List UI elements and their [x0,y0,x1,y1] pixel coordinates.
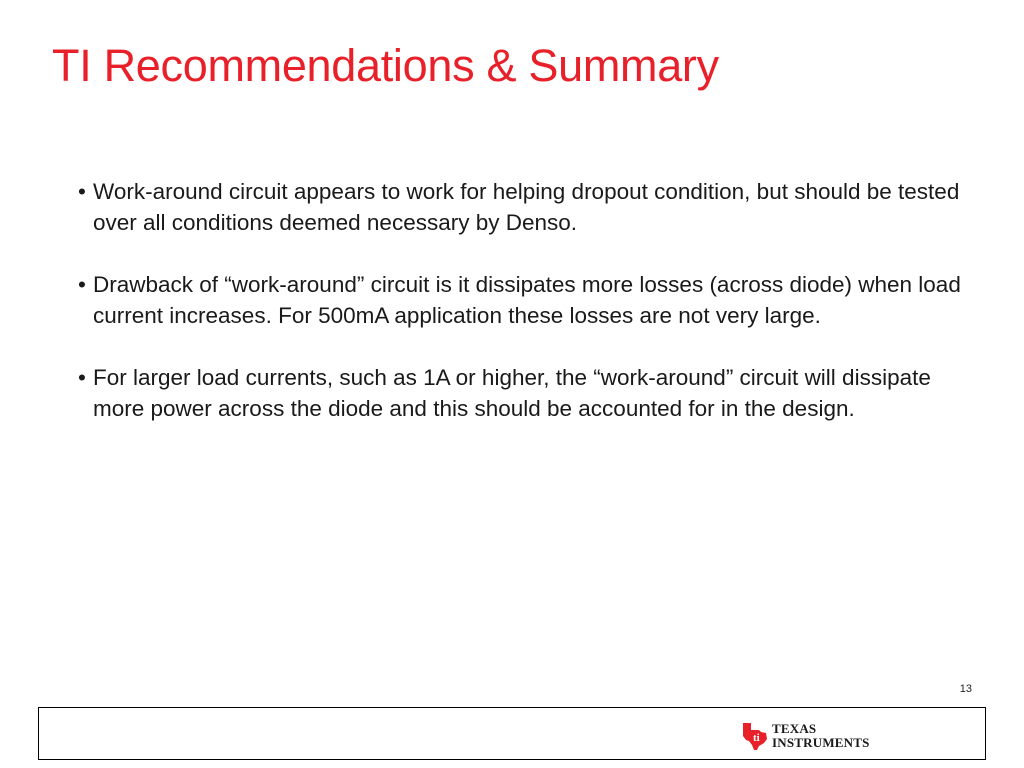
bullet-text: For larger load currents, such as 1A or higher, the “work-around” circuit will dissipate more power across the diode and this should be accounted for in the design. [93,365,931,421]
svg-text:ti: ti [753,732,760,744]
slide-title: TI Recommendations & Summary [52,40,719,91]
bullet-list [78,176,988,455]
bullet-marker: • [78,179,86,204]
bullet-marker: • [78,272,86,297]
bullet-item [78,269,988,331]
bullet-text: Drawback of “work-around” circuit is it dissipates more losses (across diode) when load current increases. For 500mA application these losses are not very large. [93,272,961,328]
bullet-item [78,362,988,424]
texas-instruments-logo [742,719,870,753]
ti-wordmark-line1: TEXAS [772,721,817,736]
page-number: 13 [959,683,972,695]
ti-wordmark [772,722,870,750]
bullet-item [78,176,988,238]
bullet-marker: • [78,365,86,390]
ti-wordmark-line2: INSTRUMENTS [772,735,870,750]
texas-state-icon [742,721,768,751]
bullet-text: Work-around circuit appears to work for helping dropout condition, but should be tested over all conditions deemed necessary by Denso. [93,179,960,235]
